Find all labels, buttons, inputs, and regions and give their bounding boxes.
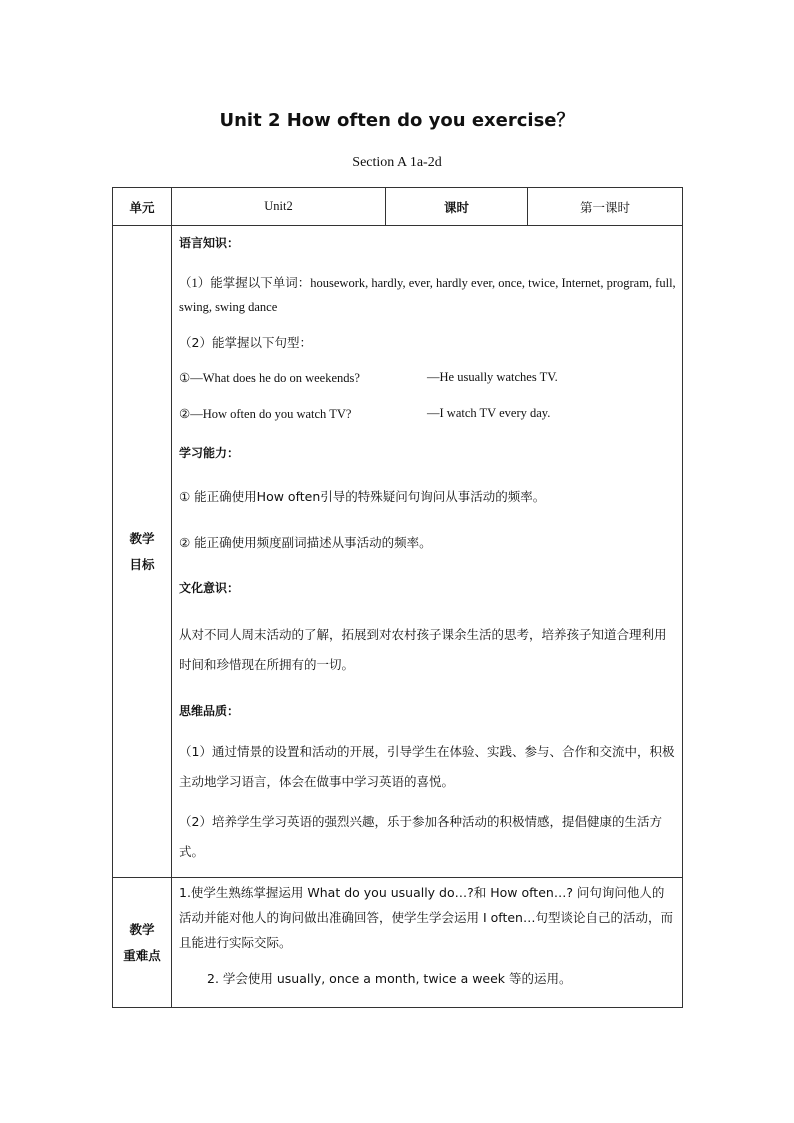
language-heading: 语言知识： bbox=[179, 236, 240, 250]
key-points-row bbox=[113, 878, 683, 1008]
objectives-label bbox=[113, 226, 172, 878]
header-row bbox=[113, 188, 683, 226]
key-points-label bbox=[113, 878, 172, 1008]
key-points-label-line2: 重难点 bbox=[123, 947, 161, 963]
lesson-value: 第一课时 bbox=[528, 188, 683, 226]
pattern-heading: （2）能掌握以下句型： bbox=[179, 335, 312, 350]
ability-item-2: ② 能正确使用频度副词描述从事活动的频率。 bbox=[179, 535, 432, 550]
ability-item-1: ① 能正确使用How often引导的特殊疑问句询问从事活动的频率。 bbox=[179, 489, 546, 504]
vocab-line: （1）能掌握以下单词：housework, hardly, ever, hardly ever, once, twice, Internet, program, full, swing, swing dance bbox=[179, 276, 676, 314]
key-point-1: 1.使学生熟练掌握运用 What do you usually do…?和 How often…? 问句询问他人的活动并能对他人的询问做出准确回答，使学生学会运用 I often…句型谈论自己的活动，而且能进行实际交际。 bbox=[179, 885, 673, 950]
lesson-label: 课时 bbox=[386, 188, 528, 226]
culture-text: 从对不同人周末活动的了解，拓展到对农村孩子课余生活的思考，培养孩子知道合理利用时间和珍惜现在所拥有的一切。 bbox=[179, 627, 667, 672]
dialogue-1-question: ①—What does he do on weekends? bbox=[179, 371, 360, 385]
objectives-row bbox=[113, 226, 683, 878]
objectives-label-line2: 目标 bbox=[129, 556, 155, 572]
unit-label: 单元 bbox=[113, 188, 172, 226]
document-title: Unit 2 How often do you exercise？ bbox=[219, 110, 575, 131]
key-points-content bbox=[172, 878, 683, 1008]
document-subtitle: Section A 1a-2d bbox=[352, 155, 442, 170]
key-points-label-line1: 教学 bbox=[129, 921, 155, 937]
dialogue-1-answer: —He usually watches TV. bbox=[427, 370, 558, 384]
culture-heading: 文化意识： bbox=[179, 581, 240, 595]
unit-value: Unit2 bbox=[172, 188, 386, 226]
dialogue-2-question: ②—How often do you watch TV? bbox=[179, 407, 352, 421]
thinking-item-1: （1）通过情景的设置和活动的开展，引导学生在体验、实践、参与、合作和交流中，积极主动地学习语言，体会在做事中学习英语的喜悦。 bbox=[179, 744, 675, 789]
dialogue-2-answer: —I watch TV every day. bbox=[427, 406, 551, 420]
lesson-plan-table bbox=[112, 187, 683, 1008]
key-point-2: 2. 学会使用 usually, once a month, twice a week 等的运用。 bbox=[207, 971, 572, 986]
dialogue-1 bbox=[179, 370, 676, 386]
thinking-item-2: （2）培养学生学习英语的强烈兴趣，乐于参加各种活动的积极情感，提倡健康的生活方式。 bbox=[179, 814, 662, 859]
thinking-heading: 思维品质： bbox=[179, 704, 240, 718]
objectives-label-line1: 教学 bbox=[129, 530, 155, 546]
objectives-content bbox=[172, 226, 683, 878]
dialogue-2 bbox=[179, 406, 676, 422]
ability-heading: 学习能力： bbox=[179, 446, 240, 460]
